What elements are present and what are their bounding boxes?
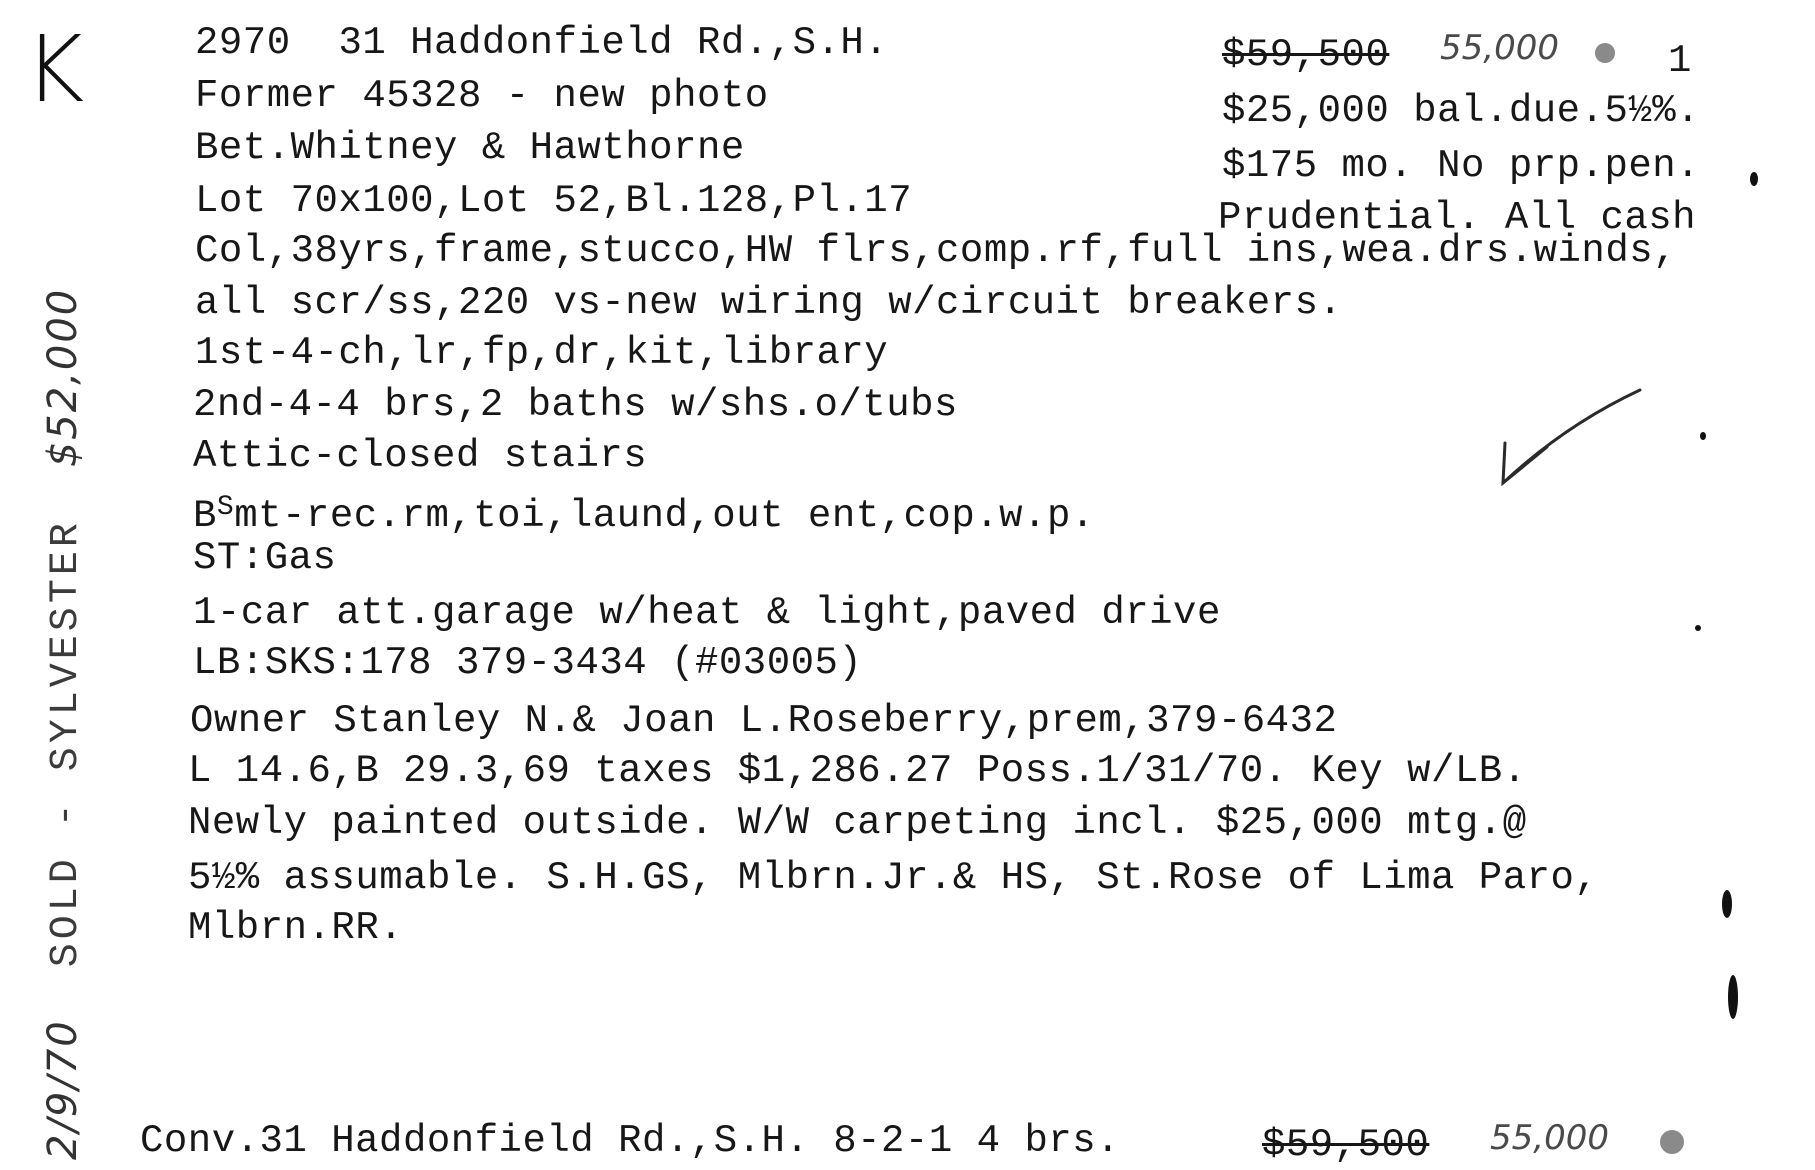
detail-line: 1-car att.garage w/heat & light,paved drive: [193, 591, 1221, 635]
basement-sup: S: [216, 492, 235, 523]
corner-mark: K: [24, 16, 85, 123]
sold-date: 2/9/70: [40, 1019, 86, 1160]
footer-summary: Conv.31 Haddonfield Rd.,S.H. 8-2-1 4 brs.: [140, 1119, 1121, 1163]
listing-number: 2970: [195, 21, 291, 65]
detail-line: ST:Gas: [193, 536, 337, 580]
detail-line: all scr/ss,220 vs-new wiring w/circuit breakers.: [195, 281, 1343, 325]
ink-mark: [1695, 625, 1701, 631]
address-line: [195, 20, 888, 66]
detail-line: LB:SKS:178 379-3434 (#03005): [193, 641, 863, 685]
balance-due: $25,000 bal.due.5½%.: [1222, 89, 1701, 133]
monthly-payment: $175 mo. No prp.pen.: [1222, 144, 1701, 188]
remarks-line: 5½% assumable. S.H.GS, Mlbrn.Jr.& HS, St.Rose of Lima Paro,: [188, 856, 1599, 900]
ink-mark: [1722, 890, 1732, 918]
former-line: Former 45328 - new photo: [195, 74, 769, 118]
detail-line: Col,38yrs,frame,stucco,HW flrs,comp.rf,full ins,wea.drs.winds,: [195, 229, 1678, 273]
ink-mark: [1700, 432, 1706, 440]
footer-original-price: $59,500: [1262, 1123, 1430, 1167]
detail-line: Attic-closed stairs: [193, 434, 648, 478]
basement-line: [193, 485, 1095, 539]
original-price: $59,500: [1222, 33, 1390, 77]
ink-mark: [1750, 172, 1758, 186]
footer-revised-price: 55,000: [1490, 1118, 1609, 1158]
taxes-line: L 14.6,B 29.3,69 taxes $1,286.27 Poss.1/31/70. Key w/LB.: [188, 749, 1527, 793]
remarks-line: Newly painted outside. W/W carpeting incl. $25,000 mtg.@: [188, 801, 1527, 845]
remarks-line: Mlbrn.RR.: [188, 906, 404, 950]
ink-mark: [1728, 975, 1738, 1019]
detail-line: 2nd-4-4 brs,2 baths w/shs.o/tubs: [193, 383, 958, 427]
owner-line: Owner Stanley N.& Joan L.Roseberry,prem,379-6432: [190, 699, 1338, 743]
revised-price: 55,000: [1440, 28, 1559, 68]
margin-note: [40, 264, 89, 1160]
basement-b: B: [193, 494, 217, 538]
basement-rest: mt-rec.rm,toi,laund,out ent,cop.w.p.: [234, 494, 1095, 538]
sold-status: SOLD - SYLVESTER: [44, 519, 89, 968]
sold-price: $52,000: [40, 287, 86, 468]
smudge: [1660, 1130, 1684, 1154]
detail-line: 1st-4-ch,lr,fp,dr,kit,library: [195, 331, 889, 375]
lot-line: Lot 70x100,Lot 52,Bl.128,Pl.17: [195, 179, 913, 223]
lender-line: Prudential. All cash: [1218, 196, 1697, 240]
card-number: 1: [1668, 39, 1692, 83]
smudge: [1595, 43, 1615, 63]
between-streets: Bet.Whitney & Hawthorne: [195, 126, 745, 170]
checkmark-icon: [1495, 385, 1655, 495]
address: 31 Haddonfield Rd.,S.H.: [338, 21, 889, 65]
